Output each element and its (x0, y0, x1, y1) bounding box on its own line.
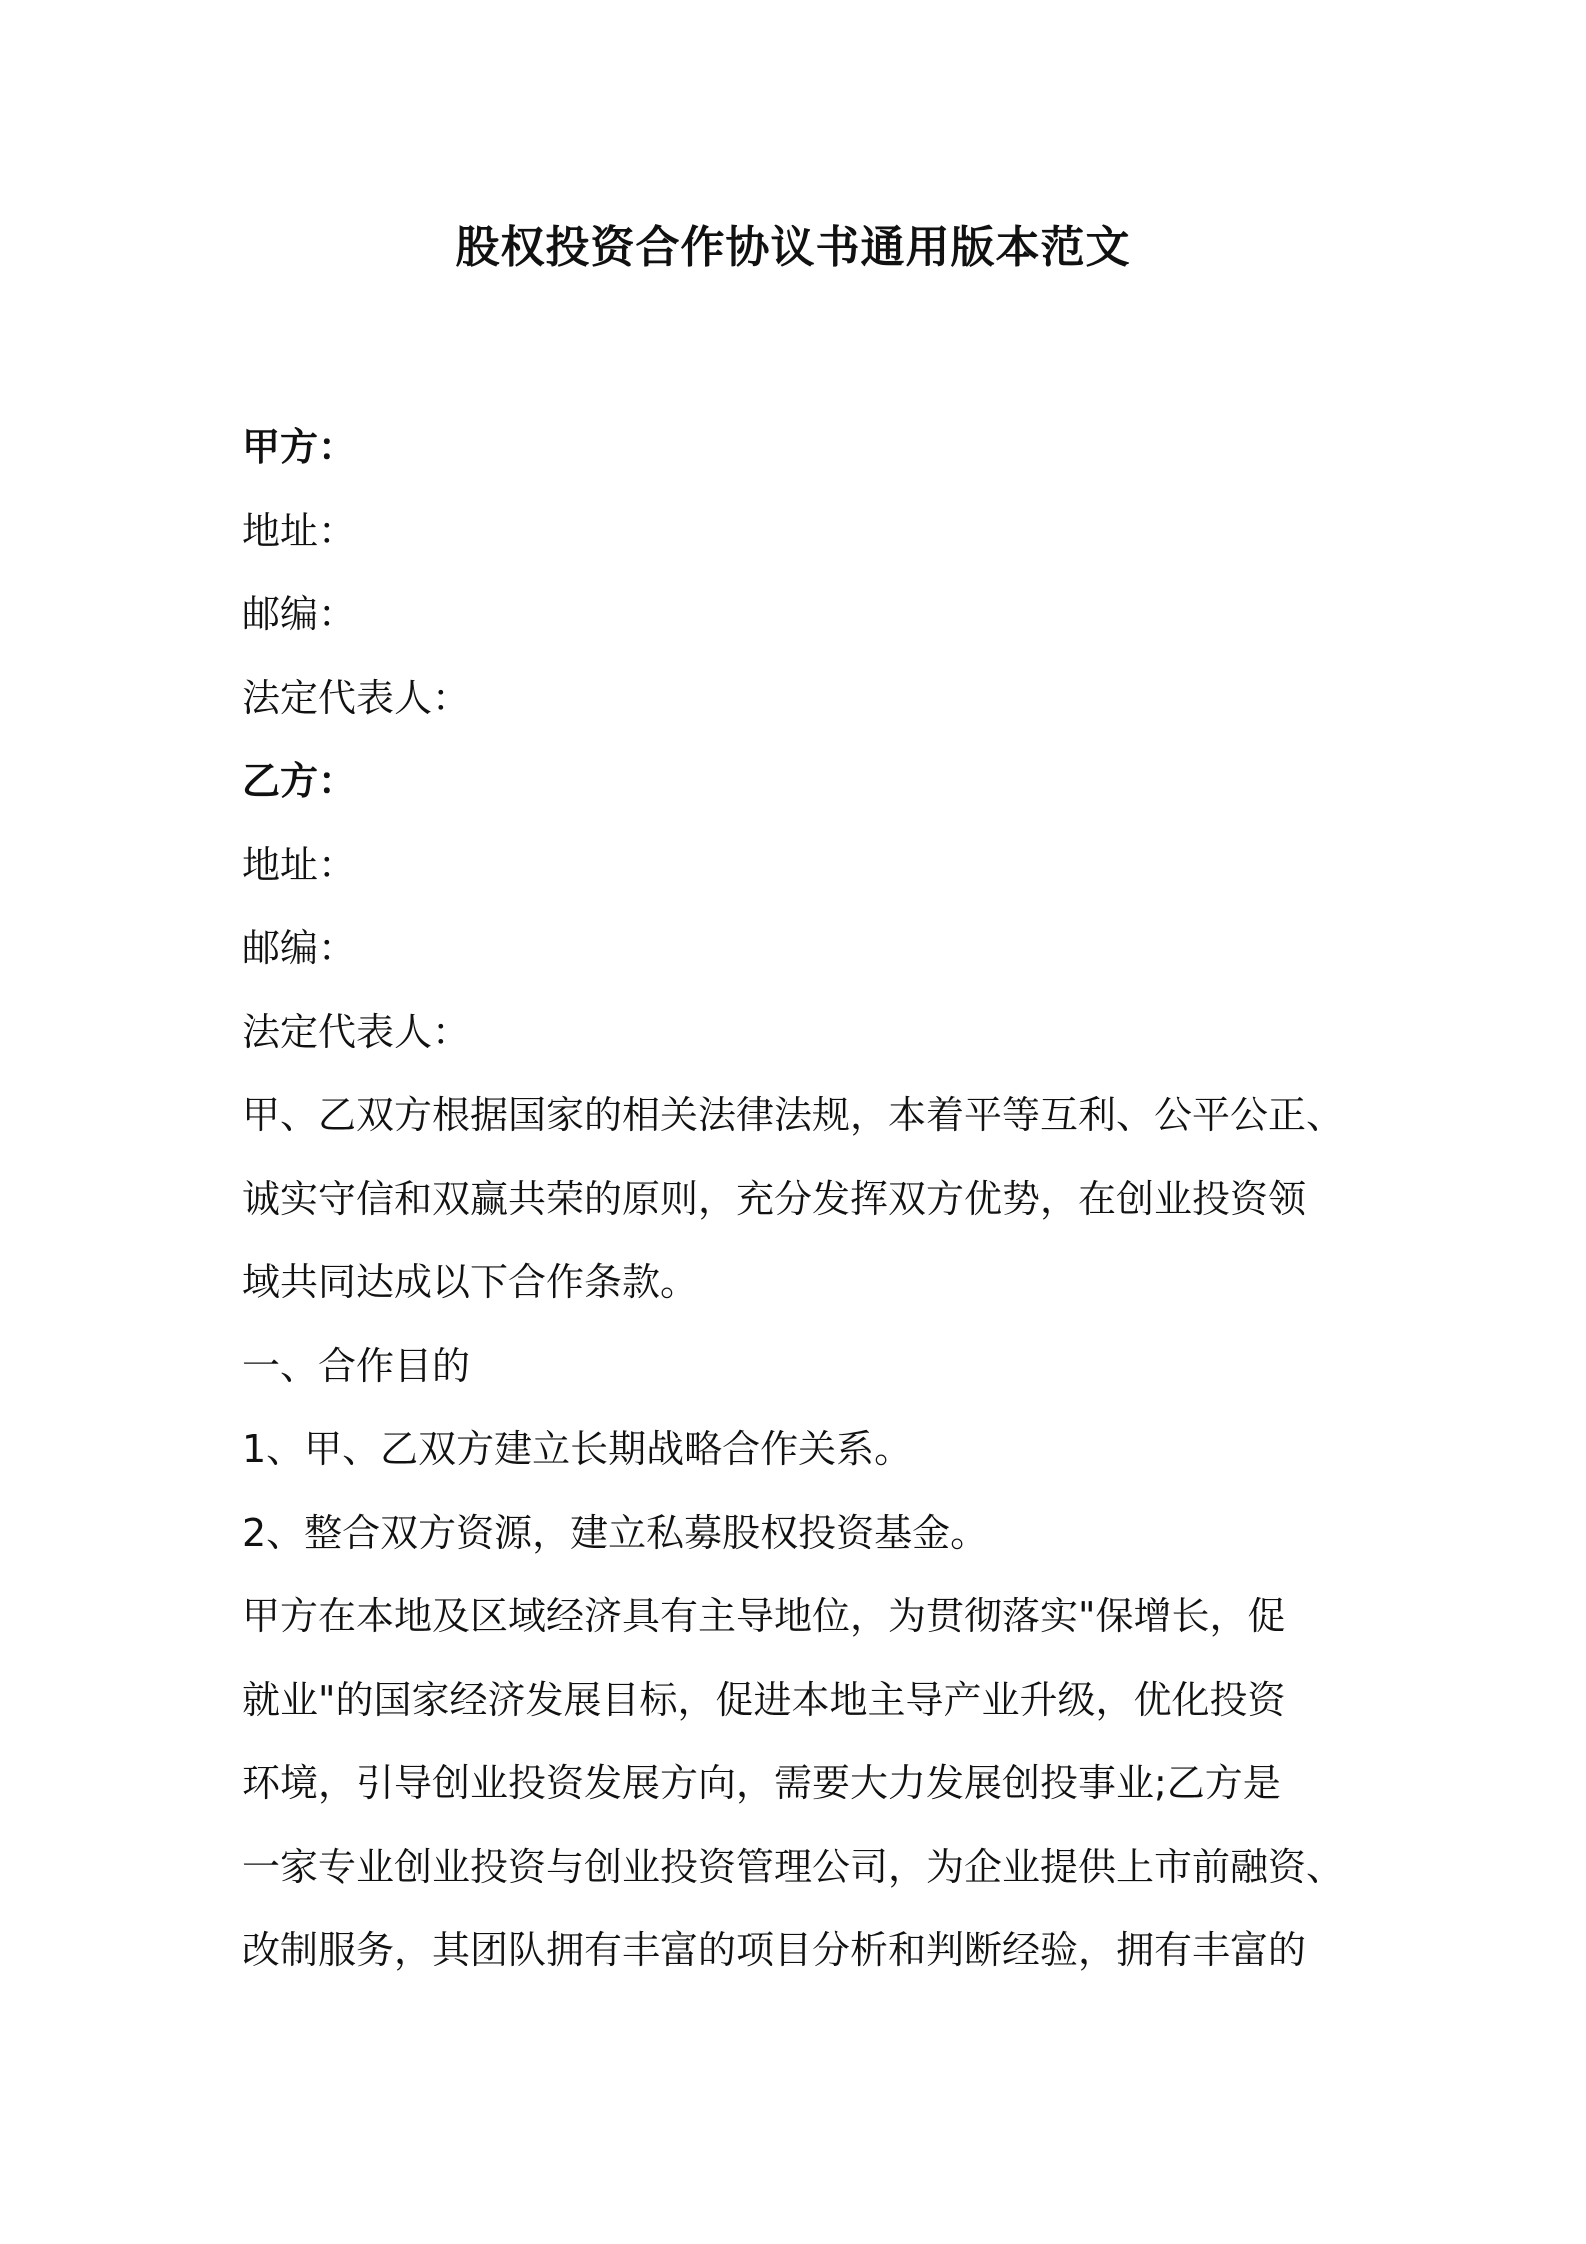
intro-line: 诚实守信和双赢共荣的原则，充分发挥双方优势，在创业投资领 (242, 1176, 1307, 1221)
document-title: 股权投资合作协议书通用版本范文 (455, 222, 1131, 273)
party-a-label: 甲方： (242, 425, 357, 469)
party-a-address-label: 地址： (242, 508, 357, 553)
section-heading-cooperation-purpose: 一、合作目的 (242, 1343, 471, 1388)
party-a-postcode-label: 邮编： (242, 592, 357, 636)
list-item: 2、整合双方资源，建立私募股权投资基金。 (242, 1510, 989, 1555)
party-b-label: 乙方： (242, 759, 357, 803)
document-body (242, 406, 1362, 1993)
list-item: 1、甲、乙双方建立长期战略合作关系。 (242, 1427, 913, 1471)
intro-line: 甲、乙双方根据国家的相关法律法规，本着平等互利、公平公正、 (242, 1093, 1345, 1137)
party-b-address-label: 地址： (242, 842, 357, 887)
paragraph-line: 就业"的国家经济发展目标，促进本地主导产业升级，优化投资 (242, 1677, 1286, 1722)
intro-line: 域共同达成以下合作条款。 (242, 1260, 699, 1304)
party-b-legal-representative-label: 法定代表人： (242, 1009, 471, 1054)
paragraph-line: 改制服务，其团队拥有丰富的项目分析和判断经验，拥有丰富的 (242, 1928, 1307, 1972)
paragraph-line: 环境，引导创业投资发展方向，需要大力发展创投事业;乙方是 (242, 1761, 1281, 1805)
party-b-postcode-label: 邮编： (242, 926, 357, 970)
paragraph-line: 一家专业创业投资与创业投资管理公司，为企业提供上市前融资、 (242, 1844, 1345, 1889)
paragraph-line: 甲方在本地及区域经济具有主导地位，为贯彻落实"保增长，促 (242, 1594, 1286, 1638)
party-a-legal-representative-label: 法定代表人： (242, 675, 471, 720)
